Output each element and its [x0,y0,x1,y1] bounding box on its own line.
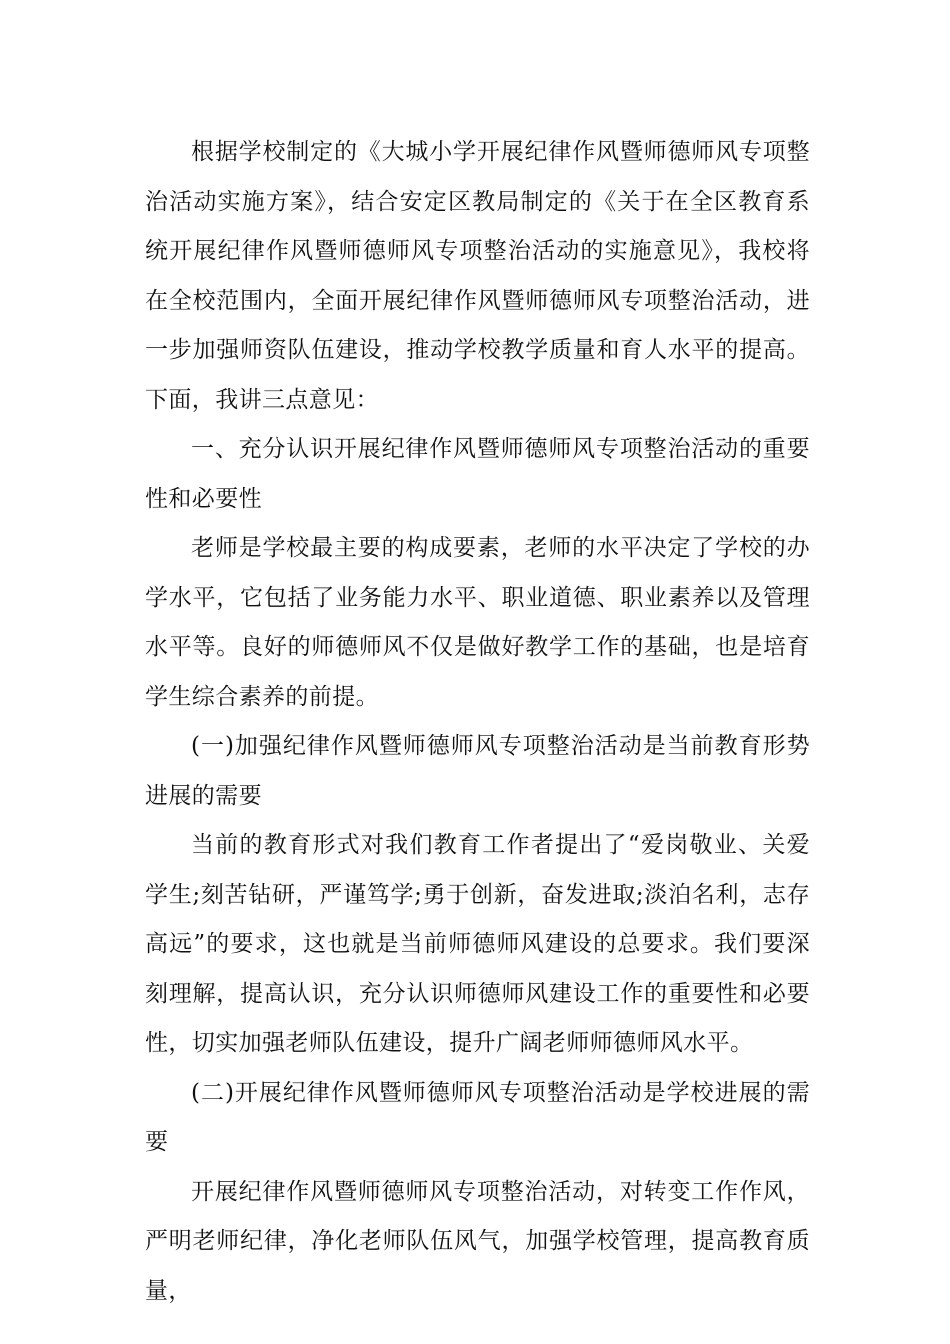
paragraph-teachers: 老师是学校最主要的构成要素，老师的水平决定了学校的办学水平，它包括了业务能力水平、职业道德、职业素养以及管理水平等。良好的师德师风不仅是做好教学工作的基础，也是培育学生综合素养的前提。 [145,535,810,710]
subheading-1: (一)加强纪律作风暨师德师风专项整治活动是当前教育形势进展的需要 [145,733,810,809]
heading-section-1: 一、充分认识开展纪律作风暨师德师风专项整治活动的重要性和必要性 [145,436,810,512]
subheading-2: (二)开展纪律作风暨师德师风专项整治活动是学校进展的需要 [145,1079,810,1155]
document-body [145,128,810,1316]
paragraph-school-development: 开展纪律作风暨师德师风专项整治活动，对转变工作作风，严明老师纪律，净化老师队伍风气，加强学校管理，提高教育质量， [145,1178,810,1304]
paragraph-intro: 根据学校制定的《大城小学开展纪律作风暨师德师风专项整治活动实施方案》，结合安定区教局制定的《关于在全区教育系统开展纪律作风暨师德师风专项整治活动的实施意见》，我校将在全校范围内，全面开展纪律作风暨师德师风专项整治活动，进一步加强师资队伍建设，推动学校教学质量和育人水平的提高。下面，我讲三点意见： [145,139,810,413]
paragraph-education-requirements: 当前的教育形式对我们教育工作者提出了“爱岗敬业、关爱学生;刻苦钻研，严谨笃学;勇于创新，奋发进取;淡泊名利，志存高远”的要求，这也就是当前师德师风建设的总要求。我们要深刻理解，提高认识，充分认识师德师风建设工作的重要性和必要性，切实加强老师队伍建设，提升广阔老师师德师风水平。 [145,832,810,1056]
